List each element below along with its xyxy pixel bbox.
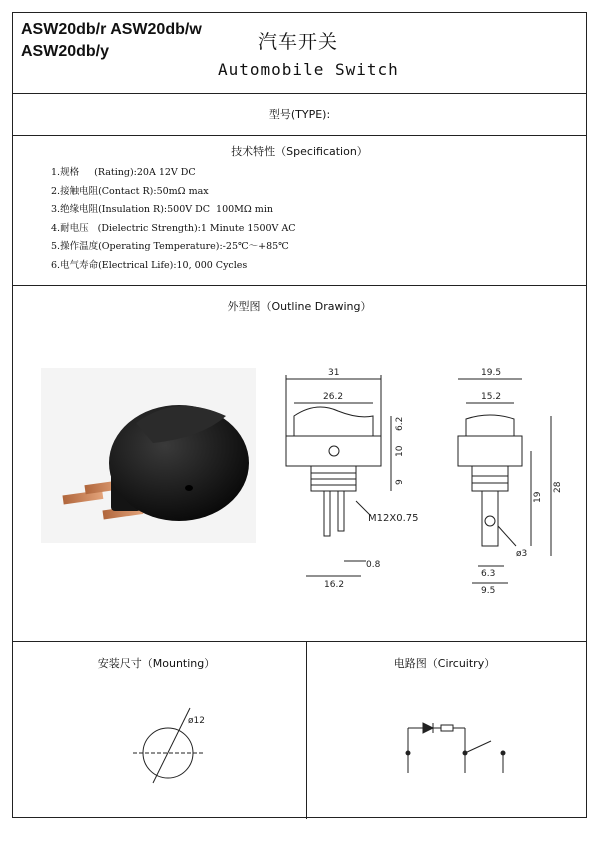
divider [13,285,586,286]
spec-item: 5.操作温度(Operating Temperature):-25℃～+85℃ [51,241,289,252]
datasheet [12,12,587,818]
spec-item: 6.电气寿命(Electrical Life):10, 000 Cycles [51,259,248,271]
divider [13,93,586,94]
spec-item: 3.绝缘电阻(Insulation R):500V DC 100MΩ min [51,204,273,215]
dim-side-pin-width: 6.3 [481,569,496,579]
dim-thread: M12X0.75 [368,513,419,524]
model-numbers [21,19,202,63]
front-view-drawing [276,361,426,591]
spec-item: 2.接触电阻(Contact R):50mΩ max [51,185,209,197]
model-line-1: ASW20db/r ASW20db/w [21,21,202,38]
spec-item: 4.耐电压 (Dielectric Strength):1 Minute 1500V AC [51,222,296,234]
specification-title: 技术特性（Specification） [231,145,368,158]
dim-side-base-width: 9.5 [481,586,496,596]
model-line-2: ASW20db/y [21,43,110,60]
dim-inner-width: 26.2 [323,392,344,402]
switch-photo [41,368,256,543]
dim-h3: 9 [395,479,405,485]
dim-side-pin-height: 19 [533,491,543,503]
dim-side-total-height: 28 [553,481,563,493]
circuitry-title: 电路图（Circuitry） [393,657,496,670]
mounting-diameter: ø12 [188,716,205,726]
outline-title: 外型图（Outline Drawing） [227,300,372,313]
dim-h1: 6.2 [395,416,405,431]
dim-side-overall-width: 19.5 [481,368,502,378]
dim-h2: 10 [395,445,405,457]
mounting-drawing [128,703,248,803]
divider [13,135,586,136]
circuit-diagram [393,703,523,783]
mounting-title: 安装尺寸（Mounting） [97,657,216,670]
dim-overall-width: 31 [328,368,340,378]
dim-side-hole: ø3 [516,549,528,559]
dim-base-width: 16.2 [324,580,345,590]
title-chinese: 汽车开关 [258,31,339,53]
dim-pin-gap: 0.8 [366,560,381,570]
title-english: Automobile Switch [218,60,399,79]
spec-item: 1.规格 (Rating):20A 12V DC [51,167,196,178]
specification-list [51,164,296,275]
type-label: 型号(TYPE): [268,108,331,121]
side-view-drawing [446,361,566,596]
dim-side-inner-width: 15.2 [481,392,502,402]
divider [13,641,586,642]
